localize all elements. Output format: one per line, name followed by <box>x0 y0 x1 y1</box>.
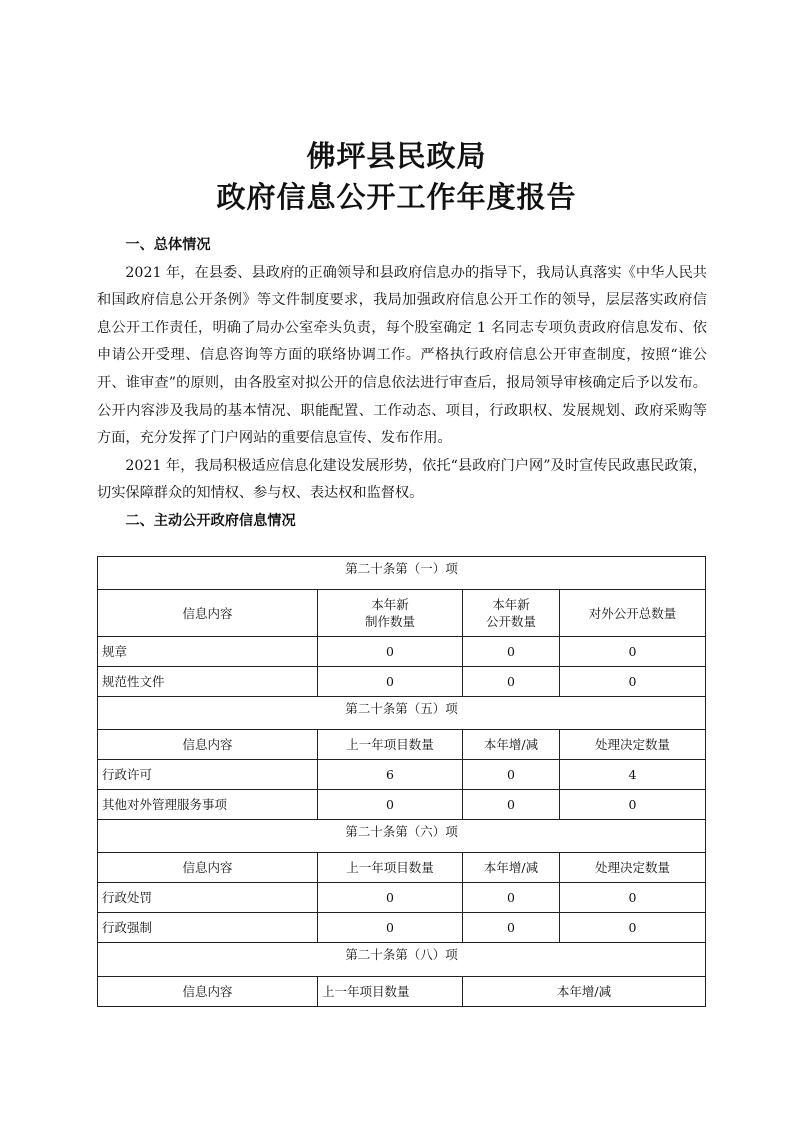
header-cell: 信息内容 <box>98 730 318 760</box>
table-section-title-row <box>98 557 706 590</box>
table-section-title-row <box>98 697 706 730</box>
table-header-row <box>98 730 706 760</box>
table-row <box>98 760 706 790</box>
row-label: 规范性文件 <box>98 667 318 697</box>
report-title-line2: 政府信息公开工作年度报告 <box>216 180 577 214</box>
row-value: 0 <box>318 667 463 697</box>
section-title: 第二十条第（五）项 <box>98 697 706 730</box>
header-cell: 处理决定数量 <box>560 730 706 760</box>
row-value: 0 <box>463 760 560 790</box>
table-row <box>98 667 706 697</box>
row-label: 行政许可 <box>98 760 318 790</box>
report-body <box>97 232 707 536</box>
section-title: 第二十条第（八）项 <box>98 943 706 977</box>
header-cell: 信息内容 <box>98 977 318 1007</box>
row-label: 行政处罚 <box>98 883 318 913</box>
row-value: 0 <box>463 913 560 943</box>
header-cell: 上一年项目数量 <box>318 977 463 1007</box>
row-value: 0 <box>318 883 463 913</box>
header-cell: 本年增/减 <box>463 977 706 1007</box>
row-value: 0 <box>560 637 706 667</box>
table-row <box>98 913 706 943</box>
row-value: 0 <box>560 913 706 943</box>
row-value: 0 <box>463 790 560 820</box>
row-label: 规章 <box>98 637 318 667</box>
row-label: 行政强制 <box>98 913 318 943</box>
table-header-row <box>98 590 706 637</box>
table-row <box>98 790 706 820</box>
section-title: 第二十条第（一）项 <box>98 557 706 590</box>
row-label: 其他对外管理服务事项 <box>98 790 318 820</box>
header-cell-line: 本年新 制作数量 <box>364 597 415 629</box>
header-cell-line: 本年新 公开数量 <box>485 597 536 629</box>
row-value: 0 <box>463 637 560 667</box>
section-heading-active-disclosure: 二、主动公开政府信息情况 <box>125 512 296 529</box>
row-value: 0 <box>560 883 706 913</box>
table-section-title-row <box>98 820 706 853</box>
row-value: 0 <box>560 667 706 697</box>
header-cell: 信息内容 <box>98 590 318 637</box>
header-cell: 上一年项目数量 <box>318 730 463 760</box>
header-cell <box>318 590 463 637</box>
header-cell: 上一年项目数量 <box>318 853 463 883</box>
report-title-line1: 佛坪县民政局 <box>306 139 487 173</box>
section-heading-overview: 一、总体情况 <box>125 237 211 253</box>
table-header-row <box>98 853 706 883</box>
header-cell <box>463 590 560 637</box>
header-cell: 处理决定数量 <box>560 853 706 883</box>
disclosure-table <box>97 556 706 1007</box>
header-cell: 信息内容 <box>98 853 318 883</box>
table-section-title-row <box>98 943 706 977</box>
row-value: 0 <box>318 913 463 943</box>
header-cell: 本年增/减 <box>463 853 560 883</box>
overview-paragraph-2: 2021 年，我局积极适应信息化建设发展形势，依托“县政府门户网”及时宣传民政惠民政策，切实保障群众的知情权、参与权、表达权和监督权。 <box>97 457 707 502</box>
row-value: 0 <box>463 883 560 913</box>
row-value: 0 <box>560 790 706 820</box>
header-cell: 对外公开总数量 <box>560 590 706 637</box>
row-value: 0 <box>463 667 560 697</box>
table-row <box>98 883 706 913</box>
header-cell: 本年增/减 <box>463 730 560 760</box>
row-value: 6 <box>318 760 463 790</box>
table-row <box>98 637 706 667</box>
overview-paragraph-1: 2021 年，在县委、县政府的正确领导和县政府信息办的指导下，我局认真落实《中华人民共和国政府信息公开条例》等文件制度要求，我局加强政府信息公开工作的领导，层层落实政府信息公开工作责任，明确了局办公室牵头负责，每个股室确定 1 名同志专项负责政府信息发布、依申请公开受理、信息咨询等方面的联络协调工作。严格执行政府信息公开审查制度，按照“谁公开、谁审查”的原则，由各股室对拟公开的信息依法进行审查后，报局领导审核确定后予以发布。公开内容涉及我局的基本情况、职能配置、工作动态、项目，行政职权、发展规划、政府采购等方面，充分发挥了门户网站的重要信息宣传、发布作用。 <box>97 264 707 447</box>
section-title: 第二十条第（六）项 <box>98 820 706 853</box>
row-value: 4 <box>560 760 706 790</box>
table-header-row <box>98 977 706 1007</box>
row-value: 0 <box>318 637 463 667</box>
row-value: 0 <box>318 790 463 820</box>
